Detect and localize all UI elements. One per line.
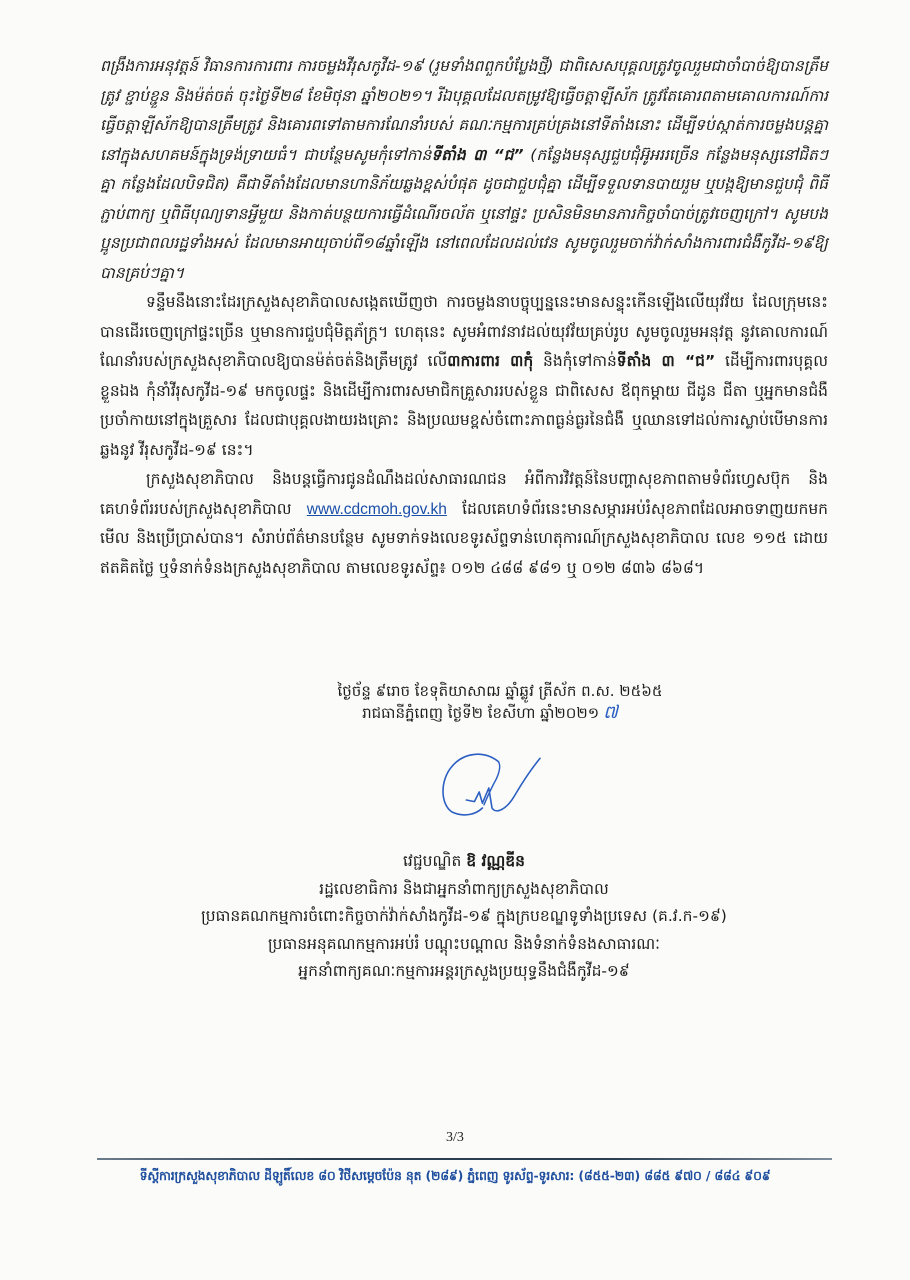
signature-stroke	[443, 754, 540, 815]
signature-icon	[420, 738, 580, 830]
signature-loop	[484, 762, 500, 805]
website-link[interactable]: www.cdcmoh.gov.kh	[306, 500, 447, 518]
paragraph-text: (កន្លែងមនុស្សជួបជុំអ៊ូអររច្រើន កន្លែងមនុស្សនៅជិតៗគ្នា កន្លែងដែលបិទជិត) គឺជាទីតាំងដែលមានហានិភ័យឆ្លងខ្ពស់បំផុត ដូចជាជួបជុំគ្នា ដើម្បីទទួលទានបាយរួម ឬបង្កឱ្យមានជួបជុំ ពិធីភ្ជាប់ពាក្យ ឬពិធីបុណ្យទានអ្វីមួយ និងកាត់បន្ថយការធ្វើដំណើរចល័ត ឬនៅផ្ទះ ប្រសិនមិនមានភារកិច្ចចាំបាច់ត្រូវចេញក្រៅ។ សូមបងប្អូនប្រជាពលរដ្ឋទាំងអស់ ដែលមានអាយុចាប់ពី១៨ឆ្នាំឡើង នៅពេលដែលដល់វេន សូមចូលរួមចាក់វ៉ាក់សាំងការពារជំងឺកូវីដ-១៩ឱ្យបានគ្រប់ៗគ្នា។	[100, 145, 829, 282]
paragraph-text: ដែលគេហទំព័រនេះមានសម្ភារអប់រំសុខភាពដែលអាចទាញយកមកមើល និងប្រើប្រាស់បាន។ សំរាប់ព័ត៌មានបន្ថែម សូមទាក់ទងលេខទូរស័ព្ទទាន់ហេតុការណ៍ក្រសួងសុខាភិបាល លេខ ១១៥ ដោយឥតគិតថ្លៃ ឬទំនាក់ទំនងក្រសួងសុខាភិបាល តាមលេខទូរស័ព្ទ៖ ០១២ ៤៨៨ ៩៨១ ឬ ០១២ ៨៣៦ ៨៦៨។	[100, 499, 829, 577]
signatory-title: វេជ្ជបណ្ឌិត	[403, 852, 462, 870]
paragraph-text: ដើម្បីការពារបុគ្គលខ្លួនឯង កុំនាំវីរុសកូវីដ-១៩ មកចូលផ្ទះ និងដើម្បីការពារសមាជិកគ្រួសាររបស់ខ្លួន ជាពិសេស ឪពុកម្តាយ ជីដូន ជីតា ឬអ្នកមានជំងឺប្រចាំកាយនៅក្នុងគ្រួសារ ដែលជាបុគ្គលងាយរងគ្រោះ និងប្រឈមខ្ពស់ចំពោះភាពធ្ងន់ធ្ងរនៃជំងឺ ឬឈានទៅដល់ការស្លាប់បើមានការឆ្លងនូវ វីរុសកូវីដ-១៩ នេះ។	[100, 352, 828, 459]
handwritten-day-digit: ៧	[603, 702, 618, 723]
paragraph-text: ចុះថ្ងៃទី២៨ ខែមិថុនា ឆ្នាំ២០២១។ រីឯបុគ្គលដែលតម្រូវឱ្យធ្វើចត្តាឡីស័ក ត្រូវតែគោរពតាមគោលការណ៍ការធ្វើចត្តាឡីស័កឱ្យបានត្រឹមត្រូវ និងគោរពទៅតាមការណែនាំរបស់ គណៈកម្មការគ្រប់គ្រងនៅទីតាំងនោះ ដើម្បីទប់ស្កាត់ការចម្លងបន្តគ្នានៅក្នុងសហគមន៍ក្នុងទ្រង់ទ្រាយធំ។ ជាបន្ថែមសូមកុំទៅកាន់	[100, 86, 829, 164]
paragraph-2	[100, 288, 828, 465]
paragraph-text: ពង្រឹងការអនុវត្តន៍ វិធានការការពារ ការចម្លងវីរុសកូវីដ-១៩ (រួមទាំងពពួកបំប្លែងថ្មី) ជាពិសេសបុគ្គលត្រូវចូលរួមជាចាំបាច់ឱ្យបានត្រឹមត្រូវ ខ្ជាប់ខ្ជួន និងម៉ត់ចត់	[100, 57, 828, 105]
signatory-role: រដ្ឋលេខាធិការ និងជាអ្នកនាំពាក្យក្រសួងសុខាភិបាល	[319, 879, 609, 898]
paragraph-3	[100, 465, 828, 583]
paragraph-text: និងកុំទៅកាន់	[533, 352, 617, 370]
date-block	[260, 681, 740, 724]
paragraph-text: ក្រសួងសុខាភិបាល និងបន្តធ្វើការជូនដំណឹងដល់សាធារណជន អំពីការវិវត្តន៍នៃបញ្ហាសុខភាពតាមទំព័រហ្វេសប៊ុក និងគេហទំព័ររបស់ក្រសួងសុខាភិបាល	[100, 470, 828, 518]
emphasized-text: ទីតាំង ៣ “ជ”	[431, 145, 524, 164]
emphasized-text: ទីតាំង ៣ “ជ”	[616, 352, 716, 370]
letter-body	[100, 52, 828, 583]
signatory-role: ប្រធានគណកម្មការចំពោះកិច្ចចាក់វ៉ាក់សាំងកូវីដ-១៩ ក្នុងក្របខណ្ឌទូទាំងប្រទេស (គ.វ.ក-១៩)	[201, 907, 727, 925]
paragraph-text: ទន្ទឹមនឹងនោះដែរក្រសួងសុខាភិបាលសង្កេតឃើញថា ការចម្លងនាបច្ចុប្បន្ននេះមានសន្ទុះកើនឡើងលើយុវវ័យ ដែលក្រុមនេះបានដើរចេញក្រៅផ្ទះច្រើន ឬមានការជួបជុំមិត្តភ័ក្ត្រ។ ហេតុនេះ សូមអំពាវនាវដល់យុវវ័យគ្រប់រូប សូមចូលរួមអនុវត្ត នូវគោលការណ៍ណែនាំរបស់ក្រសួងសុខាភិបាលឱ្យបានម៉ត់ចត់និងត្រឹមត្រូវ លើ	[100, 293, 828, 370]
emphasized-text: ៣ការពារ ៣កុំ	[447, 352, 534, 370]
solar-date-line	[260, 702, 740, 724]
lunar-date: ថ្ងៃច័ន្ទ ៩រោច ខែទុតិយាសាឍ ឆ្នាំឆ្លូវ ត្រីស័ក ព.ស. ២៥៦៥	[337, 682, 663, 700]
solar-date: រាជធានីភ្នំពេញ ថ្ងៃទី២ ខែសីហា ឆ្នាំ២០២១	[362, 704, 600, 722]
footer-divider	[97, 1158, 832, 1160]
paragraph-1	[100, 52, 828, 288]
signatory-role: អ្នកនាំពាក្យគណៈកម្មការអន្តរក្រសួងប្រយុទ្ធនឹងជំងឺកូវីដ-១៩	[298, 962, 630, 980]
page-number: 3/3	[446, 1130, 464, 1145]
signatory-block	[100, 848, 828, 986]
signatory-name-line	[100, 848, 828, 876]
footer-address: ទីស្តីការក្រសួងសុខាភិបាល ដីឡូតិ៍លេខ ៨០ វិថីសម្តេចប៉ែន នុត (២៨៩) ភ្នំពេញ ទូរស័ព្ទ-ទូរសារ: (៨៥៥-២៣) ៨៨៥ ៩៧០ / ៨៨៤ ៩០៩	[139, 1168, 771, 1183]
signatory-role: ប្រធានអនុគណកម្មការអប់រំ បណ្តុះបណ្តាល និងទំនាក់ទំនងសាធារណៈ	[268, 934, 660, 953]
signatory-name: ឱ វណ្ណឌីន	[466, 852, 525, 870]
